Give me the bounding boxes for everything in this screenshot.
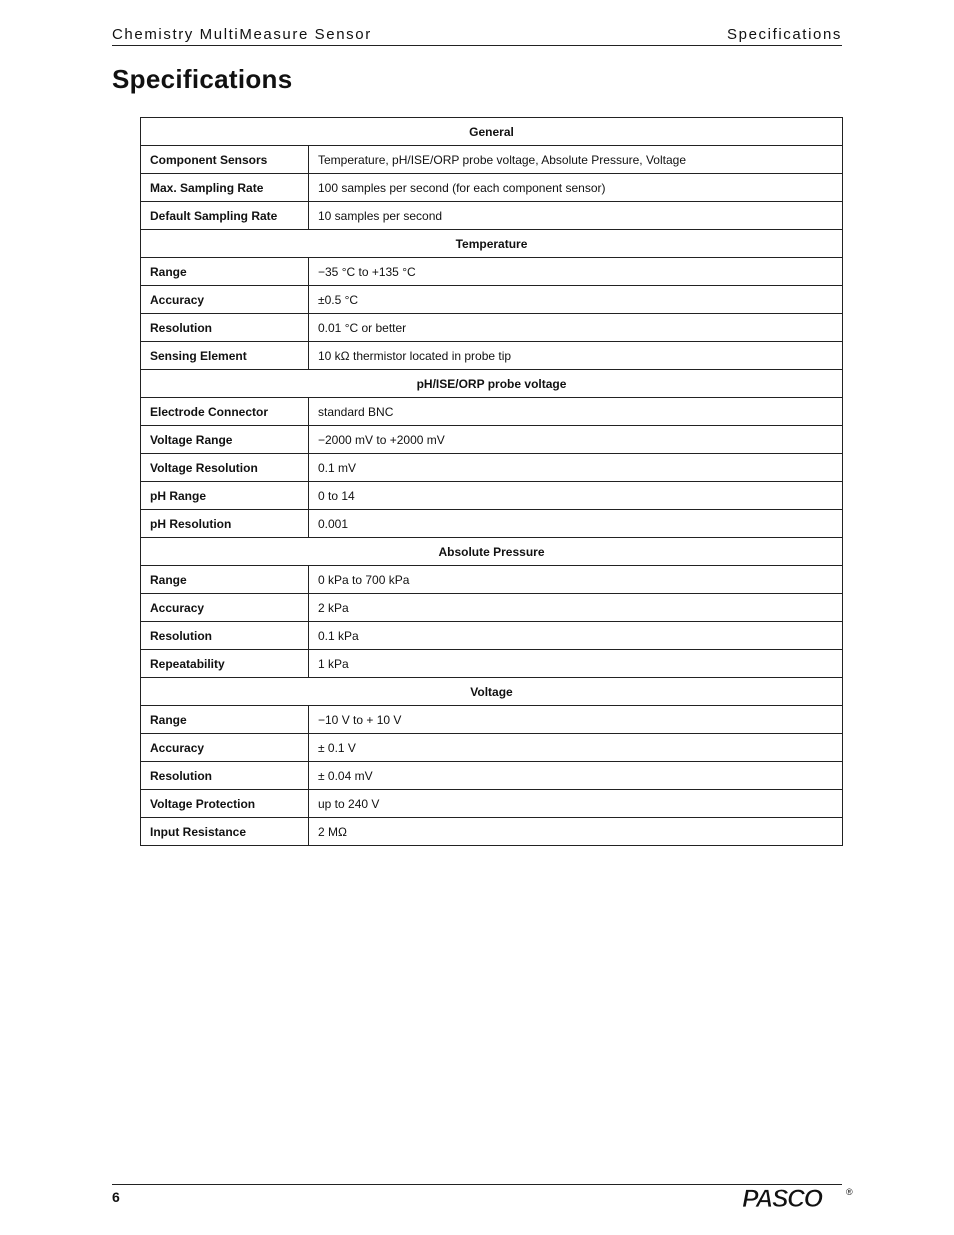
section-heading: General: [141, 118, 843, 146]
spec-value: ±0.5 °C: [309, 286, 843, 314]
section-row: [141, 678, 843, 706]
table-row: [141, 454, 843, 482]
section-heading: Temperature: [141, 230, 843, 258]
spec-label: Voltage Resolution: [141, 454, 309, 482]
running-header-section: Specifications: [727, 26, 842, 43]
spec-label: Range: [141, 566, 309, 594]
running-header-title: Chemistry MultiMeasure Sensor: [112, 26, 372, 43]
footer-rule: [112, 1184, 842, 1185]
spec-value: 2 MΩ: [309, 818, 843, 846]
spec-value: 0.1 mV: [309, 454, 843, 482]
spec-value: 10 kΩ thermistor located in probe tip: [309, 342, 843, 370]
spec-value: 100 samples per second (for each component sensor): [309, 174, 843, 202]
spec-label: pH Range: [141, 482, 309, 510]
spec-value: standard BNC: [309, 398, 843, 426]
spec-label: Range: [141, 706, 309, 734]
spec-label: Default Sampling Rate: [141, 202, 309, 230]
spec-value: −2000 mV to +2000 mV: [309, 426, 843, 454]
table-row: [141, 314, 843, 342]
page-title: Specifications: [112, 64, 293, 94]
spec-value: 10 samples per second: [309, 202, 843, 230]
table-row: [141, 258, 843, 286]
table-row: [141, 818, 843, 846]
table-row: [141, 174, 843, 202]
pasco-logo: [740, 1186, 860, 1217]
table-row: [141, 566, 843, 594]
spec-label: Resolution: [141, 762, 309, 790]
page-number: 6: [112, 1189, 120, 1205]
spec-value: 0 to 14: [309, 482, 843, 510]
section-row: [141, 370, 843, 398]
spec-label: Accuracy: [141, 594, 309, 622]
spec-label: Accuracy: [141, 286, 309, 314]
table-row: [141, 650, 843, 678]
spec-label: Accuracy: [141, 734, 309, 762]
table-row: [141, 146, 843, 174]
section-heading: Absolute Pressure: [141, 538, 843, 566]
table-row: [141, 286, 843, 314]
spec-label: Input Resistance: [141, 818, 309, 846]
table-row: [141, 510, 843, 538]
table-row: [141, 202, 843, 230]
spec-label: Repeatability: [141, 650, 309, 678]
spec-value: ± 0.04 mV: [309, 762, 843, 790]
spec-value: up to 240 V: [309, 790, 843, 818]
spec-label: Component Sensors: [141, 146, 309, 174]
spec-value: 1 kPa: [309, 650, 843, 678]
table-row: [141, 790, 843, 818]
section-heading: pH/ISE/ORP probe voltage: [141, 370, 843, 398]
table-row: [141, 594, 843, 622]
section-heading: Voltage: [141, 678, 843, 706]
spec-value: 0 kPa to 700 kPa: [309, 566, 843, 594]
table-row: [141, 482, 843, 510]
spec-label: Sensing Element: [141, 342, 309, 370]
section-row: [141, 230, 843, 258]
table-row: [141, 398, 843, 426]
registered-mark: ®: [846, 1187, 853, 1197]
spec-label: Range: [141, 258, 309, 286]
spec-value: 0.01 °C or better: [309, 314, 843, 342]
spec-value: 2 kPa: [309, 594, 843, 622]
table-row: [141, 342, 843, 370]
table-row: [141, 426, 843, 454]
spec-label: Electrode Connector: [141, 398, 309, 426]
spec-label: Resolution: [141, 622, 309, 650]
pasco-logo-wordmark: PASCO: [742, 1186, 822, 1212]
spec-value: Temperature, pH/ISE/ORP probe voltage, Absolute Pressure, Voltage: [309, 146, 843, 174]
running-header: [112, 26, 842, 46]
section-row: [141, 118, 843, 146]
table-row: [141, 734, 843, 762]
spec-value: −10 V to + 10 V: [309, 706, 843, 734]
spec-value: 0.1 kPa: [309, 622, 843, 650]
spec-label: Max. Sampling Rate: [141, 174, 309, 202]
spec-label: pH Resolution: [141, 510, 309, 538]
table-row: [141, 706, 843, 734]
spec-label: Voltage Range: [141, 426, 309, 454]
table-row: [141, 762, 843, 790]
spec-value: 0.001: [309, 510, 843, 538]
specifications-table: [140, 117, 843, 846]
table-row: [141, 622, 843, 650]
spec-value: ± 0.1 V: [309, 734, 843, 762]
spec-label: Resolution: [141, 314, 309, 342]
section-row: [141, 538, 843, 566]
spec-label: Voltage Protection: [141, 790, 309, 818]
spec-value: −35 °C to +135 °C: [309, 258, 843, 286]
